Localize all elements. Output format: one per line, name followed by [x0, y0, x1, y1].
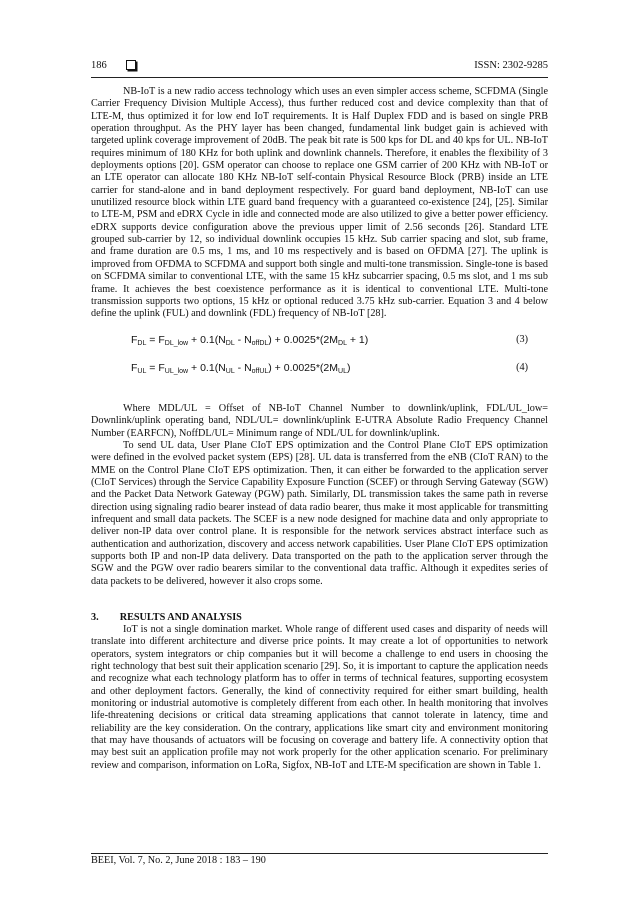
- equation-4: $F_{UL} = F_{UL\_low} + 0.1(N_{UL} - N_{offUL}) + 0.0025*(2M_{UL})$ (4): [131, 362, 528, 375]
- paragraph: IoT is not a single domination market. Whole range of different used cases and disparity of needs will translate into different architecture and diverse price points. It may create a lot of opportunities to network operators, system integrators or chip companies but it will become a challenge to end users in choosing the right technology that best suit their application scenario [29]. So, it is important to capture the application needs and recognize what each technology platform has to offer in terms of technical features, supporting ecosystem and other deployment factors. Generally, the kind of connectivity required for either smart building, health monitoring or industrial automotive is completely different from each other. In health monitoring that involves life-threatening decisions or critical data streaming applications that cannot tolerate in latency, time and reliability are the key consideration. On the contrary, applications like smart city and environment monitoring that may have thousands of actuators will be focusing on coverage and battery life. A connectivity option that may best suit an application profile may not work properly for the other application scenario. For preliminary review and comparison, information on LoRa, Sigfox, NB-IoT and LTE-M specification are shown in Table 1.: [91, 624, 548, 771]
- equation-number: (3): [516, 334, 528, 345]
- body-text-top: [91, 86, 548, 321]
- body-text-bottom: [91, 624, 548, 772]
- page-number: 186: [91, 60, 107, 71]
- paragraph: To send UL data, User Plane CIoT EPS optimization and the Control Plane CIoT EPS optimization were defined in the evolved packet system (EPS) [28]. UL data is transferred from the eNB (CIoT RAN) to the MME on the Control Plane CIoT EPS optimization. Then, it can either be forwarded to the application server (CIoT Services) through the Service Capability Exposure Function (SCEF) or through Serving Gateway (SGW) and the Packet Data Network Gateway (PGW) path. Similarly, DL transmission takes the same path in reverse direction using signaling radio bearer instead of data radio bearer, thus make it most applicable for transmitting infrequent and small data packets. The SCEF is a new node designed for machine data and only appropriate to deliver non-IP data over control plane. It is responsible for the network services abstract interface such as authentication and authorization, discovery and access network capabilities. User Plane CIoT EPS optimization supports both IP and non-IP data delivery. Data transported on the path to the application server through the SGW and the PGW over radio bearers similar to the conventional data traffic. Although it expedites series of data packets to be delivered, however it also crops some.: [91, 440, 548, 587]
- section-heading: [91, 612, 548, 623]
- equation-3: $F_{DL} = F_{DL\_low} + 0.1(N_{DL} - N_{offDL}) + 0.0025*(2M_{DL} + 1)$ (3): [131, 334, 528, 347]
- section-title: RESULTS AND ANALYSIS: [119, 612, 242, 623]
- issn-label: ISSN: 2302-9285: [474, 60, 548, 71]
- page-footer: BEEI, Vol. 7, No. 2, June 2018 : 183 – 190: [91, 855, 266, 866]
- header-rule: [91, 77, 548, 78]
- page-header: [91, 60, 548, 76]
- section-number: 3.: [91, 612, 99, 623]
- paragraph: NB-IoT is a new radio access technology which uses an even simpler access scheme, SCFDMA (Single Carrier Frequency Division Multiple Access), thus further reduced cost and device complexity than that of LTE-M, thus optimized it for low end IoT requirements. It is Half Duplex FDD and is based on single PRB operation throughput. As the PHY layer has been changed, fundamental link budget gain is achieved with targeted uplink coverage improvement of 20dB. The peak bit rate is 500 kps for DL and 40 kps for UL. NB-IoT requires minimum of 180 KHz for both uplink and downlink channels. Therefore, it enables the flexibility of 3 deployments options [20]. GSM operator can choose to replace one GSM carrier of 200 KHz with NB-IoT or an LTE operator can allocate 180 KHz NB-IoT self-contain Physical Resource Block (PRB) inside an LTE carrier for stand-alone and in band deployment respectively. For guard band deployment, NB-IoT can use unutilized resource block within LTE guard band frequency with a guaranteed co-existence [24], [25]. Similar to LTE-M, PSM and eDRX Cycle in idle and connected mode are also utilized to give a better power efficiency. eDRX supports device configuration above the previous upper limit of 2.56 seconds [26]. Standard LTE grouped sub-carrier by 12, so individual downlink occupies 15 kHz. Sub carrier spacing and slot, sub frame, and frame duration are 0.5 ms, 1 ms, and 10 ms respectively and is based on OFDMA [27]. The uplink is improved from OFDMA to SCFDMA and support both single and multi-tone transmission. Single-tone is based on SCFDMA similar to conventional LTE, with the same 15 kHz subcarrier spacing, 0.5 ms slot, and 1 ms sub frame. It achieves the best coexistence performance as it is identical to conventional LTE. Multi-tone transmission supports two options, 15 kHz or optional reduced 3.75 kHz sub-carrier. Equation 3 and 4 below define the uplink (FUL) and downlink (FDL) frequency of NB-IoT [28].: [91, 86, 548, 320]
- equation-number: (4): [516, 362, 528, 373]
- box-icon: [126, 60, 136, 70]
- body-text-mid: [91, 403, 548, 588]
- footer-rule: [91, 853, 548, 854]
- paragraph: Where MDL/UL = Offset of NB-IoT Channel Number to downlink/uplink, FDL/UL_low= Downlink/uplink operating band, NDL/UL= downlink/uplink E-UTRA Absolute Radio Frequency Channel Number (EARFCN), NoffDL/UL= Minimum range of NDL/UL for downlink/uplink.: [91, 403, 548, 439]
